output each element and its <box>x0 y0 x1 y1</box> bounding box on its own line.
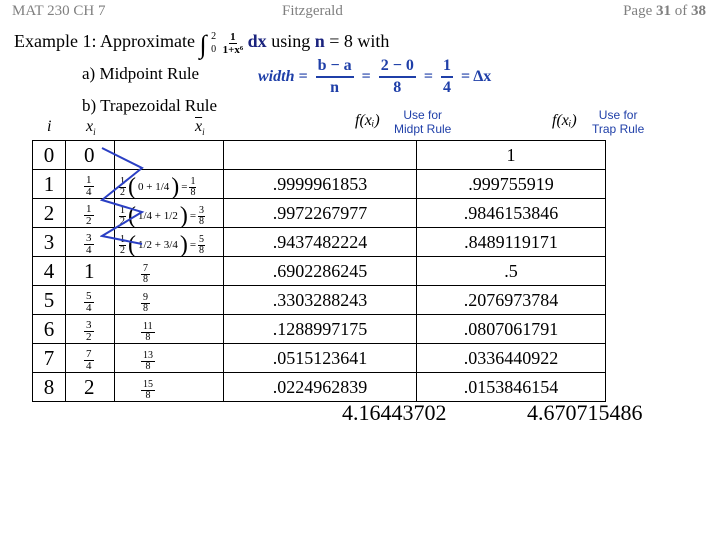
cell-i: 0 <box>33 141 66 170</box>
x-whole: 1 <box>84 258 95 283</box>
width-label: width = <box>258 68 308 85</box>
width-frac-1 <box>316 56 354 98</box>
integrand-numerator: 1 <box>230 30 236 43</box>
cell-midpoint <box>115 286 224 315</box>
xbar-fraction <box>141 293 150 314</box>
cell-f-trapezoid: .2076973784 <box>417 286 606 315</box>
cell-x <box>66 286 115 315</box>
half-fraction: 1 2 <box>120 175 125 198</box>
xbar-num: 13 <box>143 349 153 361</box>
cell-x <box>66 344 115 373</box>
use-for-midpt-line2: Midpt Rule <box>394 122 452 136</box>
total-midpoint: 4.16443702 <box>342 400 447 425</box>
cell-f-trapezoid: .9846153846 <box>417 199 606 228</box>
midpoint-result: $\frac{1}{8}$ <box>190 175 196 198</box>
cell-f-midpoint: .3303288243 <box>224 286 417 315</box>
half-fraction: 1 2 <box>120 233 125 256</box>
use-for-midpt-note <box>394 108 451 136</box>
zigzag-annotation <box>100 140 150 250</box>
cell-f-trapezoid: 1 <box>417 141 606 170</box>
xbar-den: 8 <box>143 302 148 314</box>
cell-f-midpoint: .1288997175 <box>224 315 417 344</box>
width-frac-1-num: b − a <box>316 56 354 78</box>
midpoint-expression: 1 2 ( 1/2 + 3/4 ) = $\frac{5}{8}$ <box>120 232 205 258</box>
table-row <box>33 286 606 315</box>
x-den: 4 <box>86 302 92 314</box>
midpoint-expression: 1 2 ( 0 + 1/4 ) = $\frac{1}{8}$ <box>120 174 196 200</box>
xbar-num: 15 <box>143 378 153 390</box>
cell-f-trapezoid: .999755919 <box>417 170 606 199</box>
x-fraction <box>84 320 94 343</box>
use-for-midpt-line1: Use for <box>403 108 443 122</box>
item-midpoint-rule: a) Midpoint Rule <box>82 64 200 83</box>
cell-f-trapezoid: .0336440922 <box>417 344 606 373</box>
use-for-trap-line1: Use for <box>598 108 638 122</box>
width-result: = Δx <box>460 68 492 85</box>
dx-label: dx <box>247 31 267 52</box>
x-den: 4 <box>86 244 92 256</box>
half-fraction: 1 2 <box>120 204 125 227</box>
table-row <box>33 315 606 344</box>
cell-i: 4 <box>33 257 66 286</box>
cell-f-trapezoid: .0807061791 <box>417 315 606 344</box>
author-label: Fitzgerald <box>282 3 343 19</box>
cell-f-midpoint <box>224 141 417 170</box>
table-row <box>33 373 606 402</box>
xbar-fraction <box>141 380 155 401</box>
col-header-x <box>86 118 96 137</box>
width-eq-1: = <box>361 68 371 85</box>
page-indicator <box>623 3 706 20</box>
col-header-f-mid: f(xᵢ) <box>355 112 380 129</box>
upper-limit: 2 <box>211 31 217 42</box>
x-fraction <box>84 175 94 198</box>
xbar-num: 9 <box>143 291 148 303</box>
cell-midpoint <box>115 344 224 373</box>
cell-i: 7 <box>33 344 66 373</box>
cell-f-trapezoid: .5 <box>417 257 606 286</box>
col-header-f-trap: f(xᵢ) <box>552 112 577 129</box>
xbar-den: 8 <box>143 273 148 285</box>
width-frac-3-den: 4 <box>442 79 451 96</box>
integral-sign: ∫ <box>199 30 207 60</box>
width-eq-2: = <box>423 68 433 85</box>
midpoint-expression: 1 2 ( 1/4 + 1/2 ) = $\frac{3}{8}$ <box>120 203 205 229</box>
x-num: 1 <box>86 203 92 215</box>
x-whole: 0 <box>84 142 95 167</box>
cell-i: 2 <box>33 199 66 228</box>
x-den: 2 <box>86 331 92 343</box>
xbar-num: 7 <box>143 262 148 274</box>
x-whole: 2 <box>84 374 95 399</box>
x-den: 2 <box>86 215 92 227</box>
integrand-denominator: 1+x⁶ <box>222 43 244 56</box>
width-frac-2 <box>379 56 416 98</box>
x-den: 4 <box>86 186 92 198</box>
total-trapezoidal: 4.670715486 <box>527 400 643 425</box>
cell-x <box>66 315 115 344</box>
xbar-fraction <box>141 264 150 285</box>
example-suffix-b: = 8 with <box>329 31 390 52</box>
example-suffix-a: using <box>271 31 311 52</box>
item-trapezoidal-rule: b) Trapezoidal Rule <box>82 96 218 115</box>
col-header-x-sub: i <box>93 127 96 138</box>
width-frac-3 <box>441 56 453 98</box>
x-num: 1 <box>86 174 92 186</box>
x-num: 7 <box>86 348 92 360</box>
cell-i: 5 <box>33 286 66 315</box>
cell-f-midpoint: .9972267977 <box>224 199 417 228</box>
xbar-fraction <box>141 351 155 372</box>
n-label: n <box>314 31 325 52</box>
integral-limits <box>211 30 216 56</box>
page-number: 31 <box>656 3 671 19</box>
cell-midpoint <box>115 315 224 344</box>
integrand-fraction <box>223 31 244 56</box>
x-num: 3 <box>86 319 92 331</box>
cell-f-trapezoid: .0153846154 <box>417 373 606 402</box>
cell-f-midpoint: .9437482224 <box>224 228 417 257</box>
cell-i: 1 <box>33 170 66 199</box>
course-label: MAT 230 CH 7 <box>12 3 106 19</box>
use-for-trap-line2: Trap Rule <box>592 122 645 136</box>
cell-f-trapezoid: .8489119171 <box>417 228 606 257</box>
cell-i: 8 <box>33 373 66 402</box>
col-header-xbar-sub: i <box>202 127 205 138</box>
page-prefix: Page <box>623 3 653 19</box>
midpoint-result: $\frac{3}{8}$ <box>199 204 205 227</box>
x-fraction <box>84 204 94 227</box>
cell-midpoint <box>115 373 224 402</box>
cell-f-midpoint: .0224962839 <box>224 373 417 402</box>
x-num: 3 <box>86 232 92 244</box>
col-header-xbar <box>195 118 205 137</box>
x-fraction <box>84 291 94 314</box>
use-for-trap-note <box>592 108 644 136</box>
midpoint-sum: 1/4 + 1/2 <box>138 210 178 222</box>
midpoint-result: $\frac{5}{8}$ <box>199 233 205 256</box>
cell-midpoint <box>115 257 224 286</box>
x-num: 5 <box>86 290 92 302</box>
table-row <box>33 344 606 373</box>
page-of: of <box>674 3 688 19</box>
cell-f-midpoint: .9999961853 <box>224 170 417 199</box>
width-frac-1-den: n <box>330 79 340 96</box>
x-fraction <box>84 349 94 372</box>
cell-f-midpoint: .0515123641 <box>224 344 417 373</box>
x-fraction <box>84 233 94 256</box>
table-row <box>33 257 606 286</box>
width-frac-3-num: 1 <box>441 56 453 78</box>
lower-limit: 0 <box>211 44 217 55</box>
x-den: 4 <box>86 360 92 372</box>
xbar-num: 11 <box>143 320 153 332</box>
page-total: 38 <box>691 3 706 19</box>
xbar-den: 8 <box>145 360 151 372</box>
example-intro: Example 1: Approximate <box>14 31 195 52</box>
xbar-fraction <box>141 322 155 343</box>
midpoint-sum: 0 + 1/4 <box>138 181 170 193</box>
cell-i: 6 <box>33 315 66 344</box>
xbar-den: 8 <box>145 331 151 343</box>
cell-f-midpoint: .6902286245 <box>224 257 417 286</box>
xbar-den: 8 <box>145 389 151 401</box>
col-header-xbar-var: $\overline{x}$ <box>195 118 203 135</box>
col-header-i: i <box>47 118 52 135</box>
zigzag-line <box>102 148 142 244</box>
midpoint-sum: 1/2 + 3/4 <box>138 239 178 251</box>
cell-i: 3 <box>33 228 66 257</box>
cell-x <box>66 373 115 402</box>
width-frac-2-den: 8 <box>393 79 402 96</box>
width-formula <box>258 56 491 98</box>
cell-x <box>66 257 115 286</box>
width-frac-2-num: 2 − 0 <box>379 56 416 78</box>
col-header-x-var: x <box>86 118 94 135</box>
